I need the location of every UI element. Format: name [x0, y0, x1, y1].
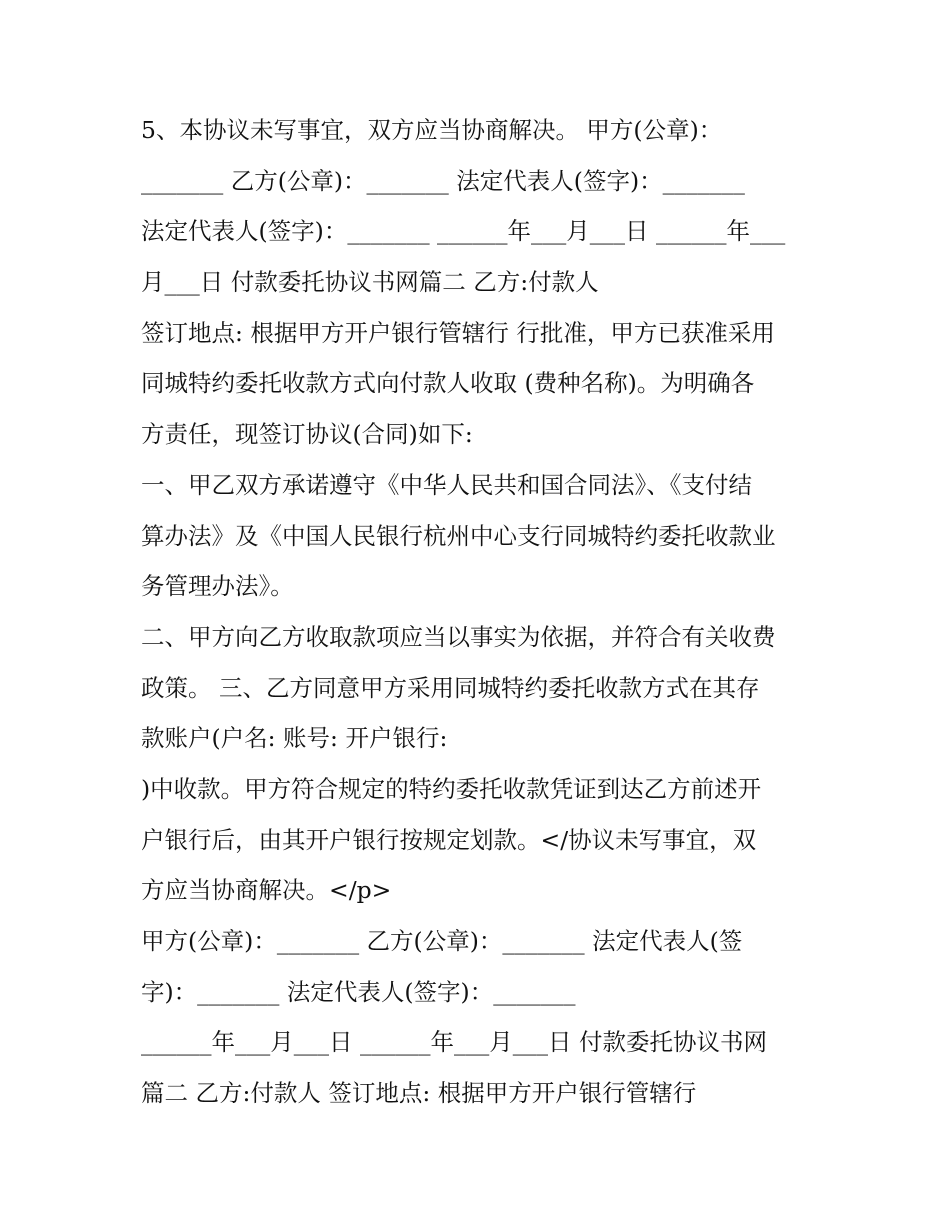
text-line-9: 算办法》及《中国人民银行杭州中心支行同城特约委托收款业 [141, 522, 776, 550]
text-line-8: 一、甲乙双方承诺遵守《中华人民共和国合同法》、《支付结 [141, 471, 752, 499]
text-line-20: 篇二 乙方:付款人 签订地点: 根据甲方开户银行管辖行 [141, 1079, 697, 1107]
text-line-12: 政策。 三、乙方同意甲方采用同城特约委托收款方式在其存 [141, 674, 760, 702]
text-line-4: 月___日 付款委托协议书网篇二 乙方:付款人 [141, 268, 599, 296]
text-line-19: ______年___月___日 ______年___月___日 付款委托协议书网 [141, 1028, 767, 1056]
text-line-10: 务管理办法》。 [141, 572, 294, 600]
text-line-1: 5、本协议未写事宜，双方应当协商解决。 甲方(公章)： [141, 116, 723, 144]
text-line-11: 二、甲方向乙方收取款项应当以事实为依据，并符合有关收费 [141, 623, 776, 651]
text-line-13: 款账户(户名: 账号: 开户银行: [141, 724, 448, 752]
text-line-14: )中收款。甲方符合规定的特约委托收款凭证到达乙方前述开 [141, 775, 762, 803]
text-line-5: 签订地点: 根据甲方开户银行管辖行 行批准，甲方已获准采用 [141, 319, 775, 347]
text-line-17: 甲方(公章)：_______ 乙方(公章)：_______ 法定代表人(签 [141, 927, 743, 955]
text-line-16: 方应当协商解决。</p> [141, 876, 392, 904]
text-line-7: 方责任，现签订协议(合同)如下: [141, 420, 473, 448]
text-line-3: 法定代表人(签字)：_______ ______年___月___日 ______年___ [141, 217, 786, 245]
text-line-15: 户银行后，由其开户银行按规定划款。</协议未写事宜，双 [141, 826, 757, 854]
text-line-2: _______ 乙方(公章)：_______ 法定代表人(签字)：_______ [141, 167, 745, 195]
text-line-18: 字)：_______ 法定代表人(签字)：_______ [141, 978, 576, 1006]
text-line-6: 同城特约委托收款方式向付款人收取 (费种名称)。为明确各 [141, 369, 755, 397]
